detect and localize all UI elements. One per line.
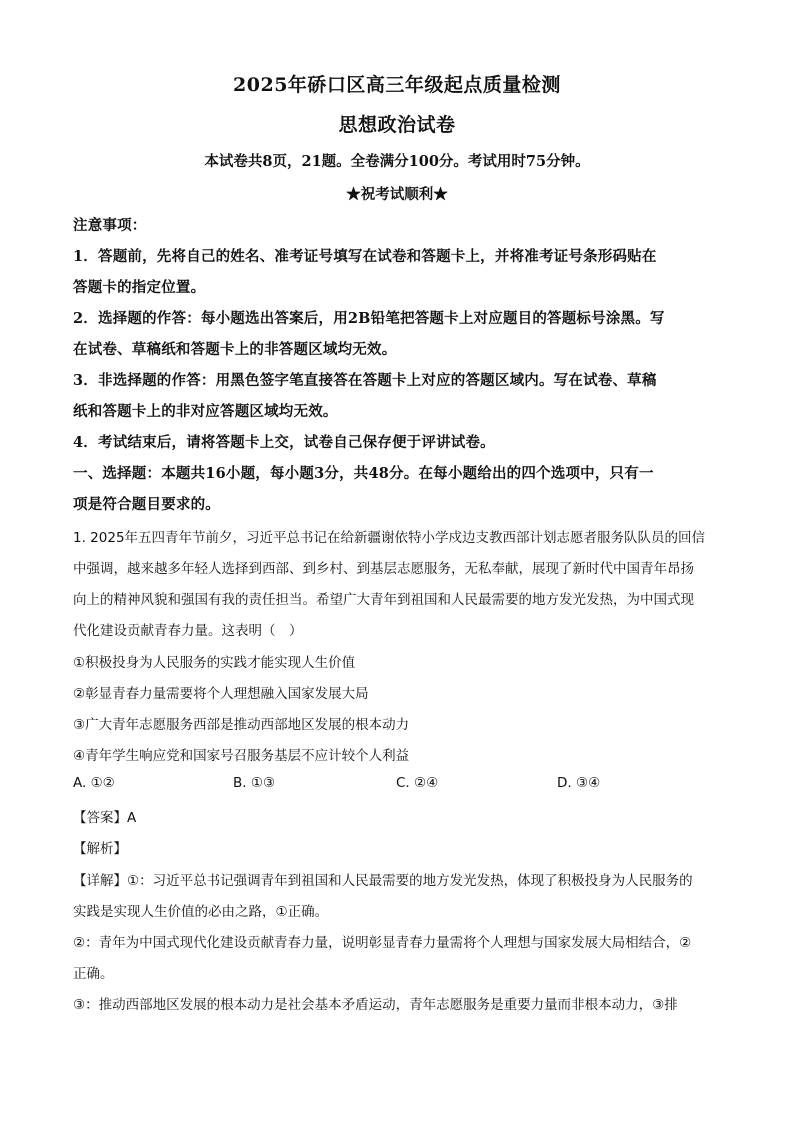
option-d: D. ③④ — [557, 775, 601, 791]
notes-heading: 注意事项： — [73, 217, 147, 234]
statement-item: ③广大青年志愿服务西部是推动西部地区发展的根本动力 — [73, 717, 410, 733]
option-b: B. ①③ — [233, 775, 276, 791]
analysis-label: 【解析】 — [73, 841, 127, 857]
detail-line: 实践是实现人生价值的必由之路，①正确。 — [73, 904, 329, 920]
exam-subject: 思想政治试卷 — [338, 114, 456, 136]
detail-line: ②：青年为中国式现代化建设贡献青春力量，说明彰显青春力量需将个人理想与国家发展大局相结合，② — [73, 935, 692, 951]
statement-item: ②彰显青春力量需要将个人理想融入国家发展大局 — [73, 686, 369, 702]
notes-line: 答题卡的指定位置。 — [73, 279, 206, 296]
detail-line: ③：推动西部地区发展的根本动力是社会基本矛盾运动，青年志愿服务是重要力量而非根本动力，③排 — [73, 997, 678, 1013]
question-stem-line: 1. 2025年五四青年节前夕，习近平总书记在给新疆谢依特小学戍边支教西部计划志愿者服务队队员的回信 — [73, 530, 706, 546]
detail-line: 正确。 — [73, 966, 114, 982]
notes-line: 3．非选择题的作答：用黑色签字笔直接答在答题卡上对应的答题区域内。写在试卷、草稿 — [73, 372, 657, 389]
option-c: C. ②④ — [396, 775, 439, 791]
notes-line: 2．选择题的作答：每小题选出答案后，用2B铅笔把答题卡上对应题目的答题标号涂黑。写 — [73, 310, 665, 327]
notes-line: 4．考试结束后，请将答题卡上交，试卷自己保存便于评讲试卷。 — [73, 434, 495, 451]
question-stem-line: 向上的精神风貌和强国有我的责任担当。希望广大青年到祖国和人民最需要的地方发光发热，为中国式现 — [73, 592, 694, 608]
notes-line: 纸和答题卡上的非对应答题区域均无效。 — [73, 403, 338, 420]
option-a: A. ①② — [73, 775, 115, 791]
notes-line: 在试卷、草稿纸和答题卡上的非答题区域均无效。 — [73, 341, 397, 358]
question-stem-line: 中强调，越来越多年轻人选择到西部、到乡村、到基层志愿服务，无私奉献，展现了新时代中国青年昂扬 — [73, 561, 694, 577]
exam-info: 本试卷共8页，21题。全卷满分100分。考试用时75分钟。 — [204, 153, 590, 170]
section-heading: 一、选择题：本题共16小题，每小题3分，共48分。在每小题给出的四个选项中，只有一 — [73, 465, 654, 482]
exam-wish: ★祝考试顺利★ — [346, 186, 448, 203]
exam-title: 2025年硚口区高三年级起点质量检测 — [233, 74, 561, 96]
statement-item: ①积极投身为人民服务的实践才能实现人生价值 — [73, 655, 356, 671]
answer-line: 【答案】A — [73, 810, 137, 826]
detail-line: 【详解】①：习近平总书记强调青年到祖国和人民最需要的地方发光发热，体现了积极投身为人民服务的 — [73, 873, 693, 889]
notes-line: 1．答题前，先将自己的姓名、准考证号填写在试卷和答题卡上，并将准考证号条形码贴在 — [73, 248, 657, 265]
statement-item: ④青年学生响应党和国家号召服务基层不应计较个人利益 — [73, 748, 410, 764]
question-stem-line: 代化建设贡献青春力量。这表明（ ） — [73, 623, 303, 639]
section-heading: 项是符合题目要求的。 — [73, 496, 220, 513]
